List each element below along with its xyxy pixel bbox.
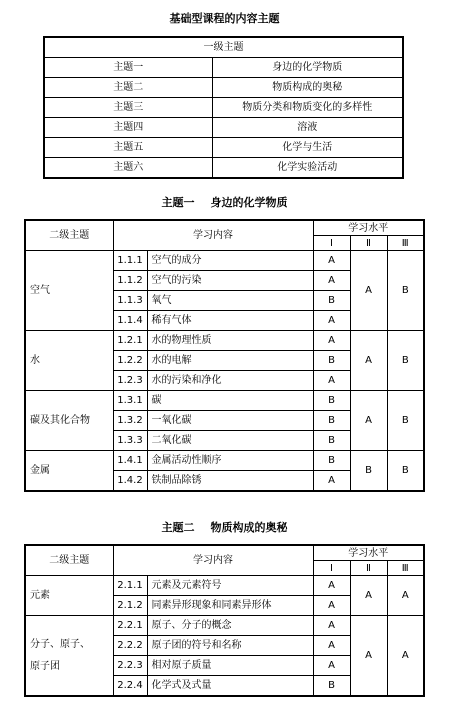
page-title: 基础型课程的内容主题 [169, 12, 280, 25]
table-row: 2.1.2 同素异形现象和同素异形体 A [25, 596, 424, 616]
table-row: 2.2.2 原子团的符号和名称 A [25, 636, 424, 656]
table-row: 元素 2.1.1 元素及元素符号 A A A [25, 576, 424, 596]
group-name: 元素 [25, 576, 113, 616]
section1-heading [0, 196, 449, 210]
col-header-secondary: 二级主题 [25, 220, 113, 251]
section1-name: 身边的化学物质 [210, 196, 288, 209]
section1-label: 主题一 [161, 196, 195, 209]
table-row: 1.3.3 二氧化碳 B [25, 431, 424, 451]
table-row: 1.4.2 铁制品除锈 A [25, 471, 424, 492]
table-row: 主题二 物质构成的奥秘 [44, 78, 403, 98]
section2-name: 物质构成的奥秘 [210, 521, 288, 534]
col-header-content: 学习内容 [113, 220, 313, 251]
table-row: 主题六 化学实验活动 [44, 158, 403, 179]
col-header-level-3: Ⅲ [387, 236, 424, 251]
table-row: 1.2.2 水的电解 B [25, 351, 424, 371]
table-row: 金属 1.4.1 金属活动性顺序 B B B [25, 451, 424, 471]
table-row: 1.1.2 空气的污染 A [25, 271, 424, 291]
col-header-level-3: Ⅲ [387, 561, 424, 576]
table-row: 主题四 溶液 [44, 118, 403, 138]
col-header-level-2: Ⅱ [350, 561, 387, 576]
table-row: 1.1.4 稀有气体 A [25, 311, 424, 331]
col-header-level-1: Ⅰ [313, 561, 350, 576]
table-row: 水 1.2.1 水的物理性质 A A B [25, 331, 424, 351]
section2-table [24, 544, 425, 697]
col-header-level-1: Ⅰ [313, 236, 350, 251]
section2-heading [0, 521, 449, 535]
col-header-level: 学习水平 [313, 220, 424, 236]
col-header-level-2: Ⅱ [350, 236, 387, 251]
group-name: 空气 [25, 251, 113, 331]
section2-label: 主题二 [161, 521, 195, 534]
table-row: 2.2.3 相对原子质量 A [25, 656, 424, 676]
table-row: 2.2.4 化学式及式量 B [25, 676, 424, 697]
group-name: 水 [25, 331, 113, 391]
table-row: 1.1.3 氧气 B [25, 291, 424, 311]
table-row: 1.2.3 水的污染和净化 A [25, 371, 424, 391]
table-row: 主题三 物质分类和物质变化的多样性 [44, 98, 403, 118]
col-header-content: 学习内容 [113, 545, 313, 576]
group-name: 金属 [25, 451, 113, 492]
table-row: 分子、原子、 原子团 2.2.1 原子、分子的概念 A A A [25, 616, 424, 636]
table-row: 碳及其化合物 1.3.1 碳 B A B [25, 391, 424, 411]
section1-table [24, 219, 425, 492]
primary-theme-table [43, 36, 404, 179]
table-row: 空气 1.1.1 空气的成分 A A B [25, 251, 424, 271]
col-header-level: 学习水平 [313, 545, 424, 561]
table-row: 1.3.2 一氧化碳 B [25, 411, 424, 431]
group-name: 分子、原子、 原子团 [25, 616, 113, 697]
col-header-secondary: 二级主题 [25, 545, 113, 576]
group-name: 碳及其化合物 [25, 391, 113, 451]
table-row: 主题一 身边的化学物质 [44, 58, 403, 78]
table-row: 主题五 化学与生活 [44, 138, 403, 158]
table-header: 一级主题 [44, 37, 403, 58]
